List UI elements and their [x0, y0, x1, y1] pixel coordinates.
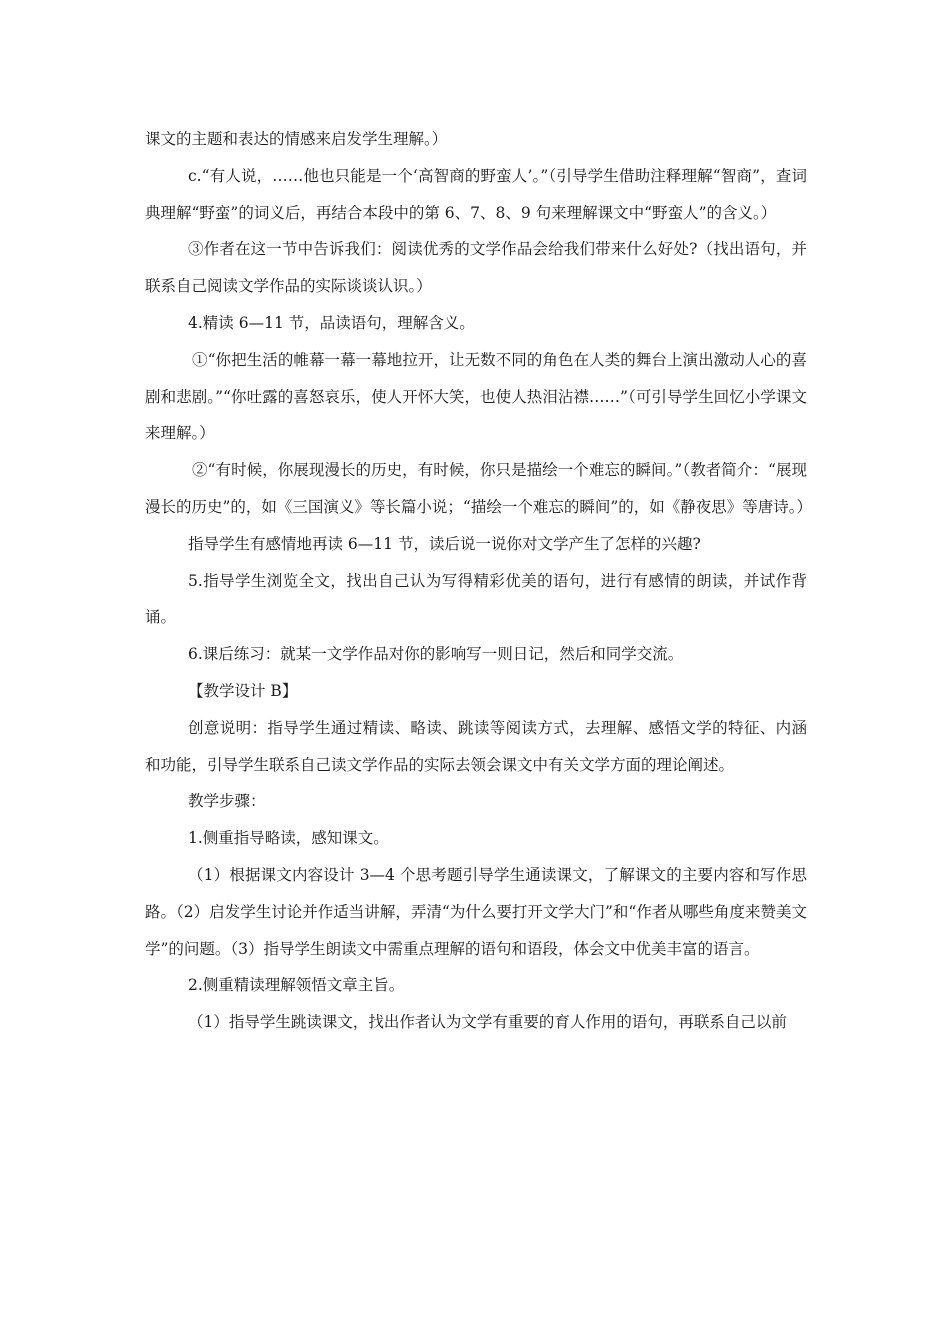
paragraph-11: 创意说明：指导学生通过精读、略读、跳读等阅读方式，去理解、感悟文学的特征、内涵和功能，引导学生联系自己读文学作品的实际去领会课文中有关文学方面的理论阐述。 [145, 718, 807, 774]
paragraph-12: 教学步骤： [188, 792, 266, 811]
paragraph-3: ③作者在这一节中告诉我们：阅读优秀的文学作品会给我们带来什么好处?（找出语句，并联系自己阅读文学作品的实际谈谈认识。） [145, 240, 807, 296]
document-body [145, 121, 813, 1041]
paragraph-4: 4.精读 6—11 节，品读语句，理解含义。 [188, 313, 475, 332]
paragraph-15: 2.侧重精读理解领悟文章主旨。 [188, 976, 405, 995]
paragraph-9: 6.课后练习：就某一文学作品对你的影响写一则日记，然后和同学交流。 [188, 645, 684, 664]
paragraph-8: 5.指导学生浏览全文，找出自己认为写得精彩优美的语句，进行有感情的朗读，并试作背诵。 [145, 571, 807, 627]
paragraph-7: 指导学生有感情地再读 6—11 节，读后说一说你对文学产生了怎样的兴趣? [188, 534, 701, 553]
paragraph-16: （1）指导学生跳读课文，找出作者认为文学有重要的育人作用的语句，再联系自己以前 [188, 1013, 787, 1032]
paragraph-5: ①“你把生活的帷幕一幕一幕地拉开，让无数不同的角色在人类的舞台上演出激动人心的喜剧和悲剧。”“你吐露的喜怒哀乐，使人开怀大笑，也使人热泪沾襟……”（可引导学生回忆小学课文来理解。） [145, 350, 807, 443]
paragraph-2: c.“有人说，……他也只能是一个‘高智商的野蛮人’。”（引导学生借助注释理解“智商”，查词典理解“野蛮”的词义后，再结合本段中的第 6、7、8、9 句来理解课文中“野蛮人”的含义。） [145, 166, 807, 222]
paragraph-13: 1.侧重指导略读，感知课文。 [188, 829, 389, 848]
paragraph-14: （1）根据课文内容设计 3—4 个思考题引导学生通读课文，了解课文的主要内容和写作思路。（2）启发学生讨论并作适当讲解，弄清“为什么要打开文学大门”和“作者从哪些角度来赞美文学”的问题。（3）指导学生朗读文中需重点理解的语句和语段，体会文中优美丰富的语言。 [145, 865, 807, 958]
paragraph-6: ②“有时候，你展现漫长的历史，有时候，你只是描绘一个难忘的瞬间。”（教者简介：“展现漫长的历史”的，如《三国演义》等长篇小说；“描绘一个难忘的瞬间”的，如《静夜思》等唐诗。） [145, 461, 813, 516]
section-heading-design-b: 【教学设计 B】 [188, 681, 298, 700]
paragraph-1: 课文的主题和表达的情感来启发学生理解。） [145, 130, 448, 148]
